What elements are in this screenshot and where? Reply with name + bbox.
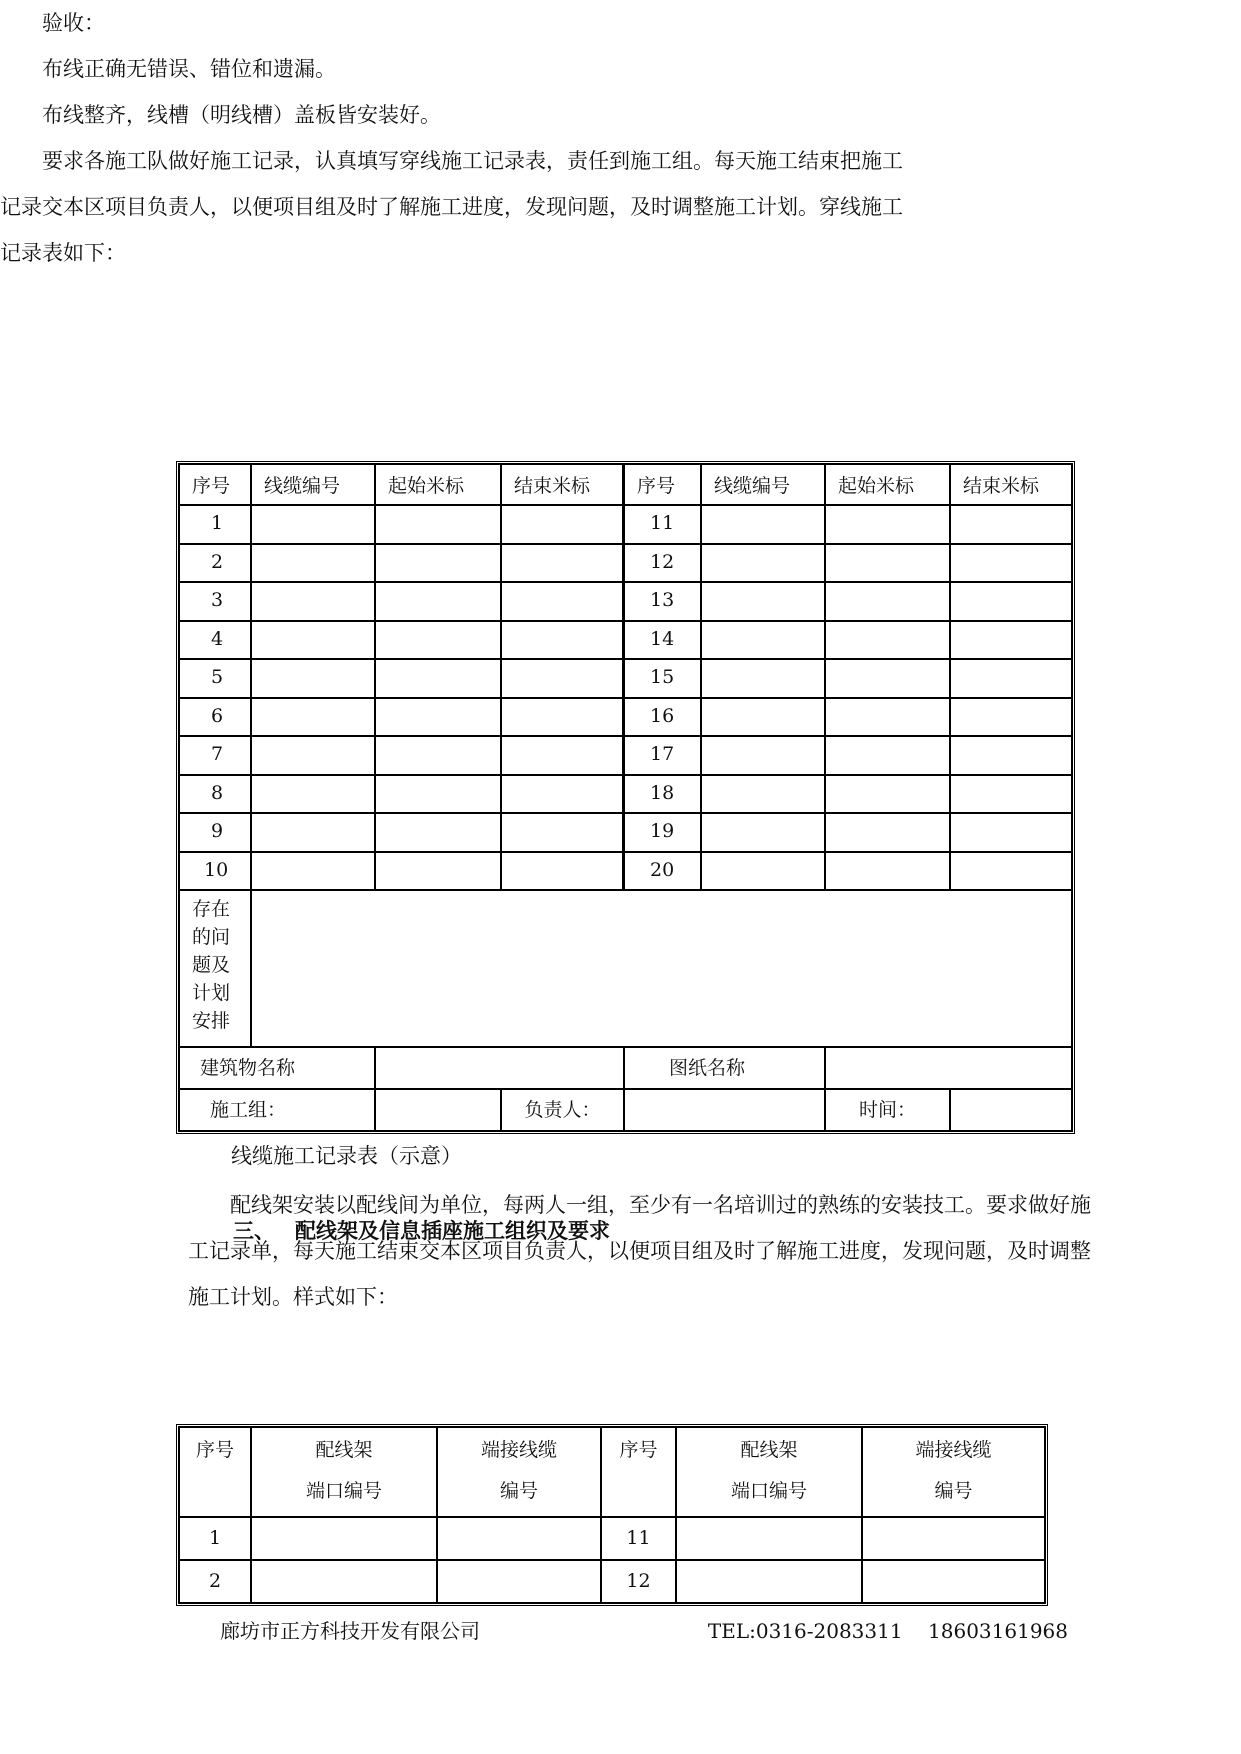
- paragraph-wiring-correct: 布线正确无错误、错位和遗漏。: [42, 57, 336, 81]
- section-3-number: 三、: [233, 1219, 275, 1243]
- cell: [825, 621, 950, 660]
- header-line: 编号: [499, 1480, 538, 1502]
- cell: [501, 621, 624, 660]
- table-row: [179, 505, 1072, 544]
- row-number: 9: [179, 813, 251, 852]
- section-3-title: 配线架及信息插座施工组织及要求: [295, 1219, 610, 1243]
- cell: [375, 544, 501, 583]
- cell: [950, 544, 1072, 583]
- header-cell: 起始米标: [375, 464, 501, 505]
- header-line: 编号: [934, 1480, 973, 1502]
- cell: [437, 1517, 601, 1560]
- cell: [950, 698, 1072, 737]
- cell: [501, 582, 624, 621]
- cell: [501, 659, 624, 698]
- cell: [501, 505, 624, 544]
- cell: [701, 659, 825, 698]
- row-number: 11: [624, 505, 701, 544]
- cable-record-table: [176, 461, 1075, 1134]
- row-number: 20: [624, 852, 701, 891]
- header-cell: [251, 1427, 437, 1517]
- drawing-name-label: 图纸名称: [624, 1047, 825, 1089]
- cell: [950, 736, 1072, 775]
- building-name-label: [179, 1047, 375, 1089]
- header-cell: [676, 1427, 862, 1517]
- cell: [825, 659, 950, 698]
- cell: [251, 544, 375, 583]
- cell: [375, 852, 501, 891]
- row-number: 2: [179, 1560, 251, 1603]
- table-row: [179, 698, 1072, 737]
- cell: [375, 621, 501, 660]
- issues-content-cell: [251, 890, 1072, 1047]
- cell: [701, 698, 825, 737]
- cell: [375, 736, 501, 775]
- building-name-value: [375, 1047, 624, 1089]
- cell: [375, 659, 501, 698]
- cell: [251, 582, 375, 621]
- paragraph-acceptance: 验收：: [42, 11, 105, 35]
- table-row: [179, 544, 1072, 583]
- table-header-row: [179, 1427, 1045, 1517]
- header-cell: [437, 1427, 601, 1517]
- table-row: [179, 1517, 1045, 1560]
- header-cell: 结束米标: [950, 464, 1072, 505]
- cell: [251, 775, 375, 814]
- cell: [862, 1560, 1045, 1603]
- cell: [701, 544, 825, 583]
- cell: [251, 813, 375, 852]
- row-number: 2: [179, 544, 251, 583]
- cell: [701, 505, 825, 544]
- row-number: 14: [624, 621, 701, 660]
- header-cell: 序号: [179, 464, 251, 505]
- cell: [950, 505, 1072, 544]
- cell: [701, 852, 825, 891]
- cell: [825, 813, 950, 852]
- cell: [701, 775, 825, 814]
- table-row: [179, 659, 1072, 698]
- header-line: 配线架: [315, 1439, 373, 1461]
- cell: [251, 659, 375, 698]
- row-number: 1: [179, 505, 251, 544]
- row-number: 10: [179, 852, 251, 891]
- table-row: [179, 775, 1072, 814]
- header-line: 端接线缆: [915, 1439, 992, 1461]
- header-line: 端接线缆: [480, 1439, 557, 1461]
- row-number: 17: [624, 736, 701, 775]
- cell: [701, 582, 825, 621]
- lead-label: 负责人：: [501, 1089, 624, 1131]
- cell: [501, 775, 624, 814]
- cell: [950, 813, 1072, 852]
- cell: [375, 505, 501, 544]
- row-number: 7: [179, 736, 251, 775]
- row-number: 6: [179, 698, 251, 737]
- cell: [825, 582, 950, 621]
- row-number: 12: [601, 1560, 676, 1603]
- time-value: [950, 1089, 1072, 1131]
- cell: [950, 775, 1072, 814]
- cell: [950, 659, 1072, 698]
- signature-row: [179, 1089, 1072, 1131]
- cell: [375, 582, 501, 621]
- cell: [251, 698, 375, 737]
- header-cell: 线缆编号: [701, 464, 825, 505]
- section-1: [0, 0, 910, 276]
- table-row: [179, 736, 1072, 775]
- row-number: 5: [179, 659, 251, 698]
- row-number: 8: [179, 775, 251, 814]
- cell: [251, 1517, 437, 1560]
- team-label: 施工组：: [179, 1089, 375, 1131]
- lead-value: [624, 1089, 825, 1131]
- page-footer: [220, 1616, 1080, 1646]
- row-number: 12: [624, 544, 701, 583]
- paragraph-wiring-neat: 布线整齐，线槽（明线槽）盖板皆安装好。: [42, 103, 441, 127]
- cell: [437, 1560, 601, 1603]
- cell: [825, 544, 950, 583]
- cell: [501, 544, 624, 583]
- cell: [251, 736, 375, 775]
- cell: [825, 736, 950, 775]
- paragraph-records-requirement: 要求各施工队做好施工记录，认真填写穿线施工记录表，责任到施工组。每天施工结束把施工记录交本区项目负责人，以便项目组及时了解施工进度，发现问题，及时调整施工计划。穿线施工记录表如下：: [0, 149, 903, 265]
- row-number: 15: [624, 659, 701, 698]
- row-number: 18: [624, 775, 701, 814]
- cell: [501, 736, 624, 775]
- cell: [825, 505, 950, 544]
- row-number: 1: [179, 1517, 251, 1560]
- table-row: [179, 813, 1072, 852]
- cell: [375, 775, 501, 814]
- cell: [251, 852, 375, 891]
- cell: [862, 1517, 1045, 1560]
- row-number: 19: [624, 813, 701, 852]
- building-name-text: 建筑物名称: [200, 1057, 296, 1079]
- row-number: 11: [601, 1517, 676, 1560]
- footer-contact: [708, 1616, 1068, 1646]
- header-line: 端口编号: [305, 1480, 382, 1502]
- row-number: 4: [179, 621, 251, 660]
- issues-row: [179, 890, 1072, 1047]
- building-row: [179, 1047, 1072, 1089]
- header-cell: 序号: [179, 1427, 251, 1517]
- cell: [375, 698, 501, 737]
- cell: [825, 775, 950, 814]
- cell: [950, 852, 1072, 891]
- cell: [950, 582, 1072, 621]
- table-row: [179, 621, 1072, 660]
- row-number: 16: [624, 698, 701, 737]
- cell: [375, 813, 501, 852]
- footer-company: 廊坊市正方科技开发有限公司: [220, 1619, 480, 1643]
- team-value: [375, 1089, 501, 1131]
- cell: [251, 505, 375, 544]
- cell: [701, 813, 825, 852]
- cell: [825, 852, 950, 891]
- cell: [676, 1517, 862, 1560]
- cell: [251, 621, 375, 660]
- cell: [701, 736, 825, 775]
- table-header-row: [179, 464, 1072, 505]
- cell: [501, 813, 624, 852]
- table-row: [179, 852, 1072, 891]
- row-number: 3: [179, 582, 251, 621]
- cell: [251, 1560, 437, 1603]
- paragraph-patch-panel: 配线架安装以配线间为单位，每两人一组，至少有一名培训过的熟练的安装技工。要求做好施工记录单，每天施工结束交本区项目负责人，以便项目组及时了解施工进度，发现问题，及时调整施工计划。样式如下：: [188, 1193, 1091, 1309]
- patch-panel-record-table: [176, 1424, 1048, 1606]
- footer-mobile: 18603161968: [928, 1619, 1068, 1643]
- header-cell: 结束米标: [501, 464, 624, 505]
- cell: [501, 852, 624, 891]
- cell: [825, 698, 950, 737]
- issues-label: 存在的问题及计划安排: [179, 890, 251, 1047]
- header-cell: 线缆编号: [251, 464, 375, 505]
- cell: [701, 621, 825, 660]
- header-cell: 序号: [601, 1427, 676, 1517]
- table-row: [179, 1560, 1045, 1603]
- row-number: 13: [624, 582, 701, 621]
- cell: [501, 698, 624, 737]
- header-cell: 序号: [624, 464, 701, 505]
- header-line: 端口编号: [730, 1480, 807, 1502]
- footer-tel: TEL:0316-2083311: [707, 1619, 903, 1643]
- drawing-name-value: [825, 1047, 1072, 1089]
- cell: [950, 621, 1072, 660]
- time-label: 时间：: [825, 1089, 950, 1131]
- header-cell: 起始米标: [825, 464, 950, 505]
- table-row: [179, 582, 1072, 621]
- header-line: 配线架: [740, 1439, 798, 1461]
- cell: [676, 1560, 862, 1603]
- table-caption: 线缆施工记录表（示意）: [231, 1144, 462, 1168]
- header-cell: [862, 1427, 1045, 1517]
